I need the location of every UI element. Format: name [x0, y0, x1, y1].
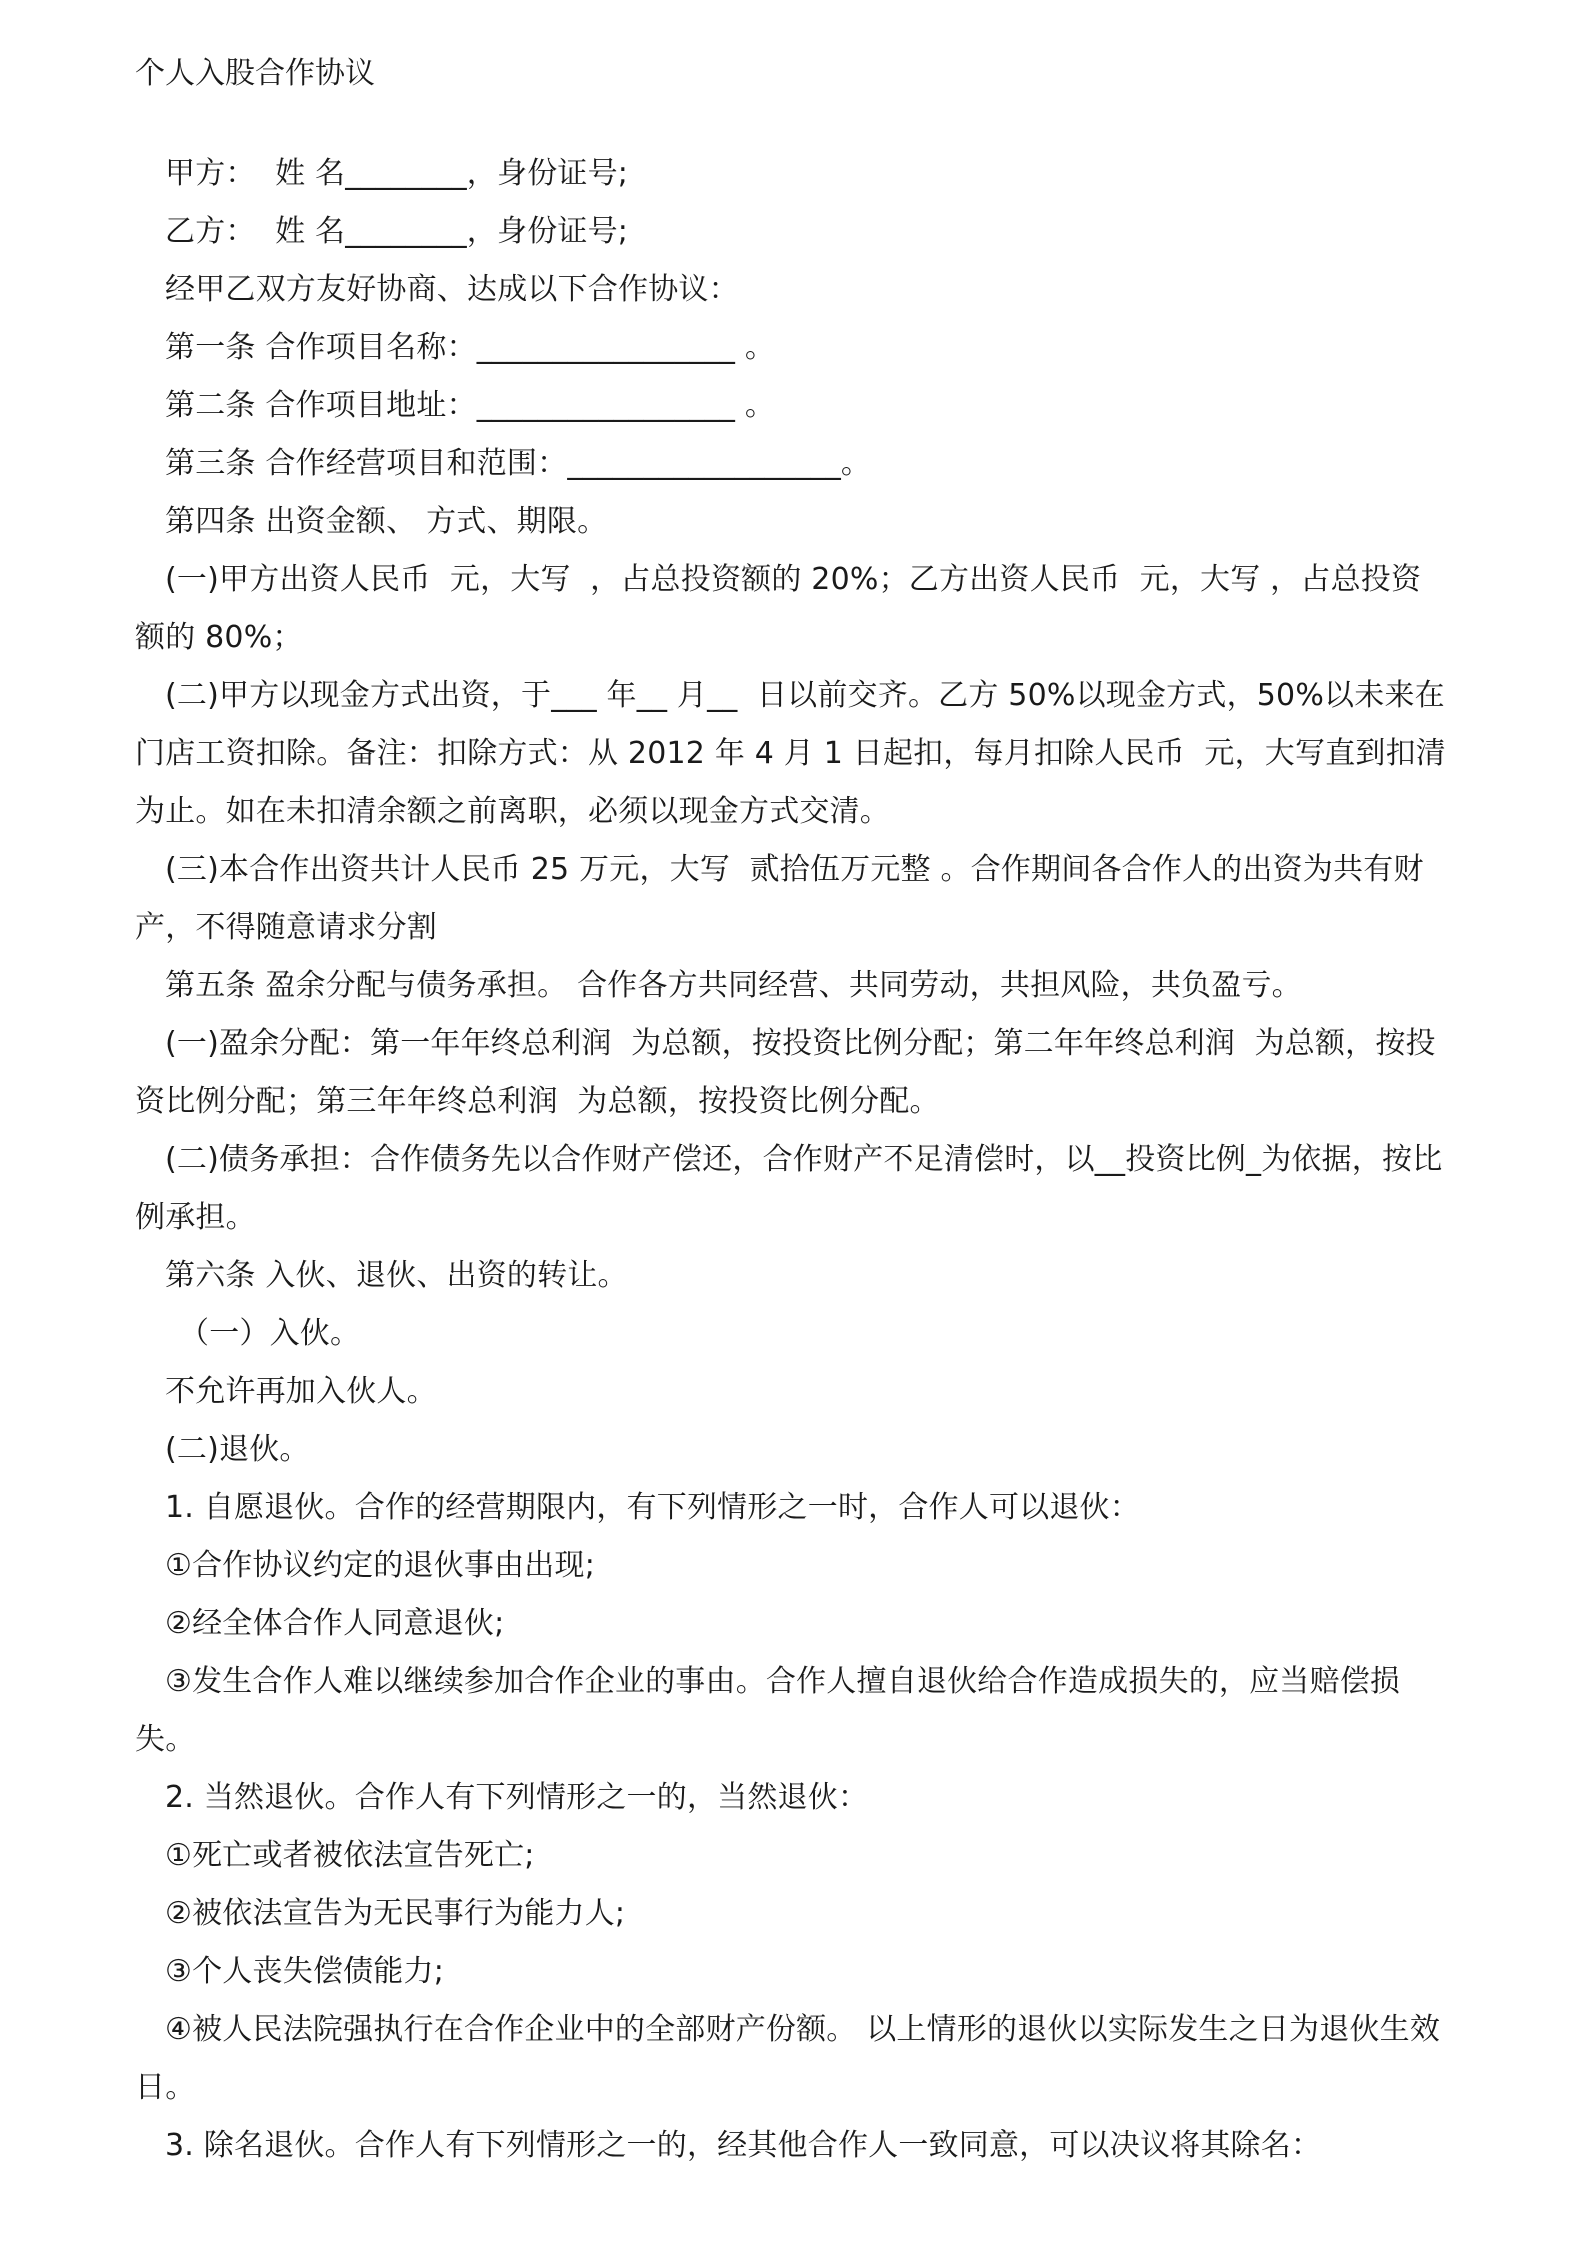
document-title: 个人入股合作协议 [135, 56, 375, 91]
withdrawal-voluntary: 1. 自愿退伙。合作的经营期限内，有下列情形之一时，合作人可以退伙： [165, 1490, 1140, 1525]
withdrawal-automatic-case-3: ③个人丧失偿债能力; [165, 1954, 445, 1989]
withdrawal-expulsion: 3. 除名退伙。合作人有下列情形之一的，经其他合作人一致同意，可以决议将其除名： [165, 2128, 1322, 2163]
withdrawal-automatic-case-1: ①死亡或者被依法宣告死亡; [165, 1838, 535, 1873]
article-6: 第六条 入伙、退伙、出资的转让。 [165, 1258, 628, 1293]
article-5-item-2: (二)债务承担：合作债务先以合作财产偿还，合作财产不足清偿时，以__投资比例_为依据，按比例承担。 [135, 1142, 1443, 1235]
article-4-item-3: (三)本合作出资共计人民币 25 万元，大写 贰拾伍万元整 。合作期间各合作人的出资为共有财产，不得随意请求分割 [135, 852, 1424, 945]
withdrawal-automatic: 2. 当然退伙。合作人有下列情形之一的，当然退伙： [165, 1780, 869, 1815]
withdrawal-voluntary-case-1: ①合作协议约定的退伙事由出现; [165, 1548, 596, 1583]
agreement-intro: 经甲乙双方友好协商、达成以下合作协议： [165, 272, 739, 307]
article-1: 第一条 合作项目名称：_________________ 。 [165, 330, 776, 365]
article-6-item-1-text: 不允许再加入伙人。 [165, 1374, 437, 1409]
clause-party-a: 甲方： 姓 名________，身份证号; [165, 156, 629, 191]
withdrawal-automatic-case-2: ②被依法宣告为无民事行为能力人; [165, 1896, 626, 1931]
withdrawal-voluntary-case-3: ③发生合作人难以继续参加合作企业的事由。合作人擅自退伙给合作造成损失的，应当赔偿损失。 [135, 1664, 1401, 1757]
article-3: 第三条 合作经营项目和范围：__________________。 [165, 446, 872, 481]
document-body [135, 145, 1450, 2175]
article-5: 第五条 盈余分配与债务承担。 合作各方共同经营、共同劳动，共担风险，共负盈亏。 [165, 968, 1302, 1003]
article-4-item-2: (二)甲方以现金方式出资，于___ 年__ 月__ 日以前交齐。乙方 50%以现金方式，50%以未来在门店工资扣除。备注：扣除方式：从 2012 年 4 月 1 日起扣，每月扣除人民币 元，大写直到扣清为止。如在未扣清余额之前离职，必须以现金方式交清。 [135, 678, 1447, 829]
withdrawal-automatic-case-4: ④被人民法院强执行在合作企业中的全部财产份额。 以上情形的退伙以实际发生之日为退伙生效日。 [135, 2012, 1441, 2105]
article-6-item-1: （一）入伙。 [179, 1316, 361, 1351]
article-6-item-2: (二)退伙。 [165, 1432, 310, 1467]
article-2: 第二条 合作项目地址：_________________ 。 [165, 388, 776, 423]
article-4-item-1: (一)甲方出资人民币 元，大写 ，占总投资额的 20%；乙方出资人民币 元，大写 ，占总投资额的 80%； [135, 562, 1422, 655]
withdrawal-voluntary-case-2: ②经全体合作人同意退伙; [165, 1606, 505, 1641]
article-5-item-1: (一)盈余分配：第一年年终总利润 为总额，按投资比例分配；第二年年终总利润 为总额，按投资比例分配；第三年年终总利润 为总额，按投资比例分配。 [135, 1026, 1436, 1119]
article-4: 第四条 出资金额、 方式、期限。 [165, 504, 608, 539]
clause-party-b: 乙方： 姓 名________，身份证号; [165, 214, 629, 249]
